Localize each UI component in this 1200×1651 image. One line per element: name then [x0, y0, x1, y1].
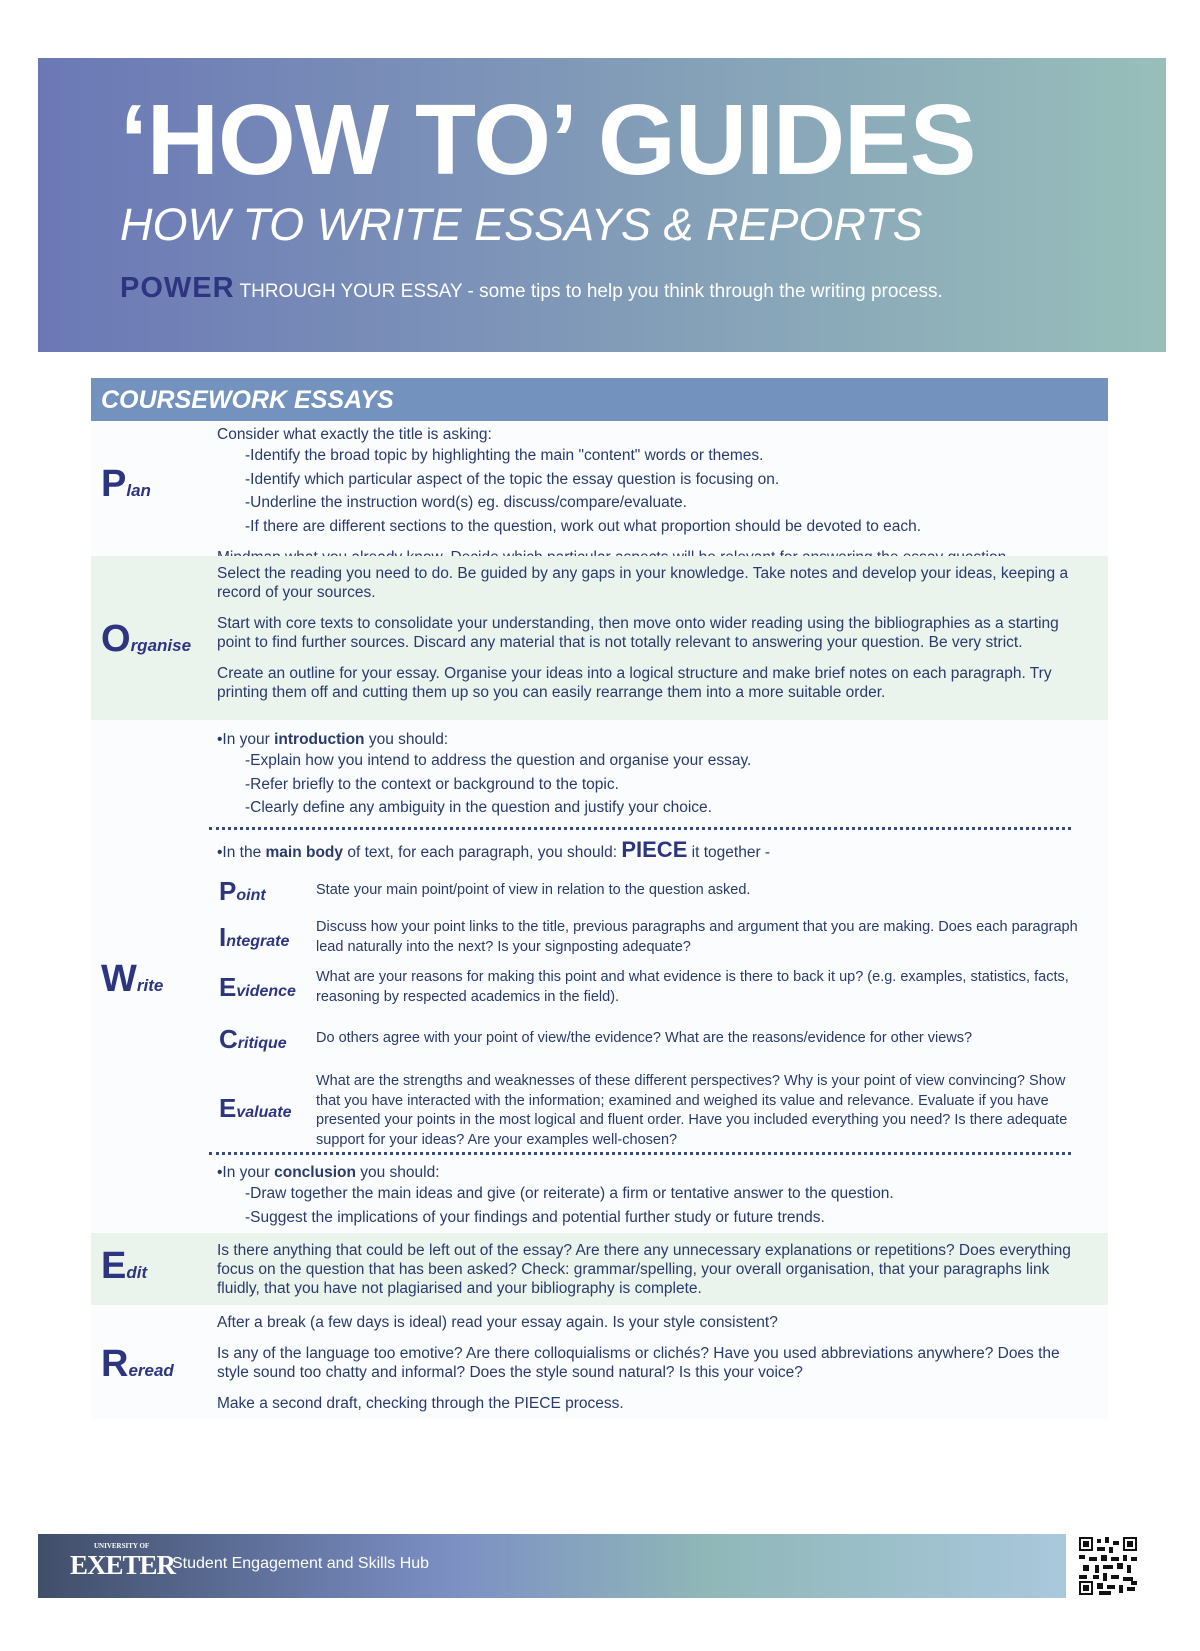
reread-p2: Is any of the language too emotive? Are there colloquialisms or clichés? Have you used abbreviations anywhere? Does the style sound too chatty and informal? Does the style sound natural? Is this your voice?: [217, 1345, 1060, 1381]
list-item: -Identify the broad topic by highlighting the main "content" words or themes.: [245, 447, 764, 464]
list-item: -Refer briefly to the context or background to the topic.: [245, 775, 619, 793]
plan-row: [91, 421, 1108, 556]
write-conclusion: •In your conclusion you should: -Draw together the main ideas and give (or reiterate) a firm or tentative answer to the question. -Suggest the implications of your findings and potential further study or future trends.: [217, 1163, 1094, 1229]
tagline: [120, 272, 943, 305]
reread-letter: Reread: [101, 1343, 174, 1385]
piece-point: Point: [219, 876, 266, 906]
guide-title: ‘HOW TO’ GUIDES: [120, 84, 976, 196]
organise-text: [217, 564, 1094, 702]
tagline-text: THROUGH YOUR ESSAY - some tips to help you think through the writing process.: [234, 281, 943, 302]
edit-letter: Edit: [101, 1245, 148, 1287]
tagline-power: POWER: [120, 272, 235, 304]
qr-code-icon[interactable]: [1079, 1537, 1137, 1595]
university-logo: UNIVERSITY OF EXETER: [70, 1542, 176, 1580]
list-item: -Suggest the implications of your findings and potential further study or future trends.: [245, 1208, 825, 1226]
piece-integrate: Integrate: [219, 922, 290, 952]
piece-evaluate-desc: What are the strengths and weaknesses of these different perspectives? Why is your point of view convincing? Show that you have interacted with the information; examined and weighed its value and relevance. Evaluate if you have presented your points in the most logical and fluent order. Have you included everything you need? Is there adequate support for your ideas? Are your examples well-chosen?: [316, 1073, 1068, 1148]
piece-critique: Critique: [219, 1024, 287, 1054]
list-item: -Explain how you intend to address the question and organise your essay.: [245, 752, 752, 769]
divider: [209, 1152, 1071, 1155]
write-introduction: •In your introduction you should: -Explain how you intend to address the question and organise your essay. -Refer briefly to the context or background to the topic. -Clearly define any ambiguity in the question and justify your choice.: [217, 730, 1094, 820]
plan-letter: Plan: [101, 463, 151, 505]
piece-evidence-desc: What are your reasons for making this point and what evidence is there to back it up? (e.g. examples, statistics, facts, reasoning by respected academics in the field).: [316, 969, 1069, 1005]
header-banner: [38, 58, 1166, 352]
plan-text: [217, 425, 1094, 567]
footer-hub-name: Student Engagement and Skills Hub: [172, 1555, 430, 1572]
organise-p1: Select the reading you need to do. Be guided by any gaps in your knowledge. Take notes and develop your ideas, keeping a record of your sources.: [217, 565, 1069, 601]
organise-letter: Organise: [101, 618, 192, 660]
piece-point-desc: State your main point/point of view in relation to the question asked.: [316, 882, 751, 898]
section-heading: COURSEWORK ESSAYS: [91, 378, 1108, 421]
reread-p1: After a break (a few days is ideal) read your essay again. Is your style consistent?: [217, 1314, 778, 1331]
piece-evaluate: Evaluate: [219, 1093, 292, 1123]
write-body-intro: •In the main body of text, for each paragraph, you should: PIECE it together -: [217, 837, 771, 862]
organise-row: [91, 556, 1108, 720]
edit-text: [217, 1241, 1094, 1298]
divider: [209, 827, 1071, 830]
reread-p3: Make a second draft, checking through the PIECE process.: [217, 1395, 624, 1412]
piece-evidence: Evidence: [219, 972, 296, 1002]
footer-bar: [38, 1534, 1066, 1598]
write-row: [91, 720, 1108, 1233]
reread-row: [91, 1305, 1108, 1419]
list-item: -Underline the instruction word(s) eg. discuss/compare/evaluate.: [245, 494, 687, 511]
edit-row: [91, 1233, 1108, 1305]
organise-p3: Create an outline for your essay. Organise your ideas into a logical structure and make brief notes on each paragraph. Try printing them off and cutting them up so you can easily rearrange them into a more suitable order.: [217, 665, 1052, 701]
plan-intro: Consider what exactly the title is asking:: [217, 426, 492, 443]
reread-text: [217, 1313, 1094, 1413]
piece-integrate-desc: Discuss how your point links to the title, previous paragraphs and argument that you are making. Does each paragraph lead naturally into the next? Is your signposting adequate?: [316, 919, 1078, 955]
list-item: -If there are different sections to the question, work out what proportion should be devoted to each.: [245, 517, 922, 535]
edit-p1: Is there anything that could be left out of the essay? Are there any unnecessary explanations or repetitions? Does everything focus on the question that has been asked? Check: grammar/spelling, your overall organisation, that your paragraphs link fluidly, that you have not plagiarised and your bibliography is complete.: [217, 1242, 1071, 1297]
list-item: -Draw together the main ideas and give (or reiterate) a firm or tentative answer to the question.: [245, 1185, 894, 1202]
write-letter: Write: [101, 958, 164, 1000]
organise-p2: Start with core texts to consolidate your understanding, then move onto wider reading using the bibliographies as a starting point to find further sources. Discard any material that is not totally relevant to answering your question. Be very strict.: [217, 615, 1059, 651]
guide-subtitle: HOW TO WRITE ESSAYS & REPORTS: [120, 199, 923, 250]
list-item: -Identify which particular aspect of the topic the essay question is focusing on.: [245, 470, 780, 488]
list-item: -Clearly define any ambiguity in the question and justify your choice.: [245, 799, 712, 816]
piece-critique-desc: Do others agree with your point of view/the evidence? What are the reasons/evidence for other views?: [316, 1030, 973, 1046]
